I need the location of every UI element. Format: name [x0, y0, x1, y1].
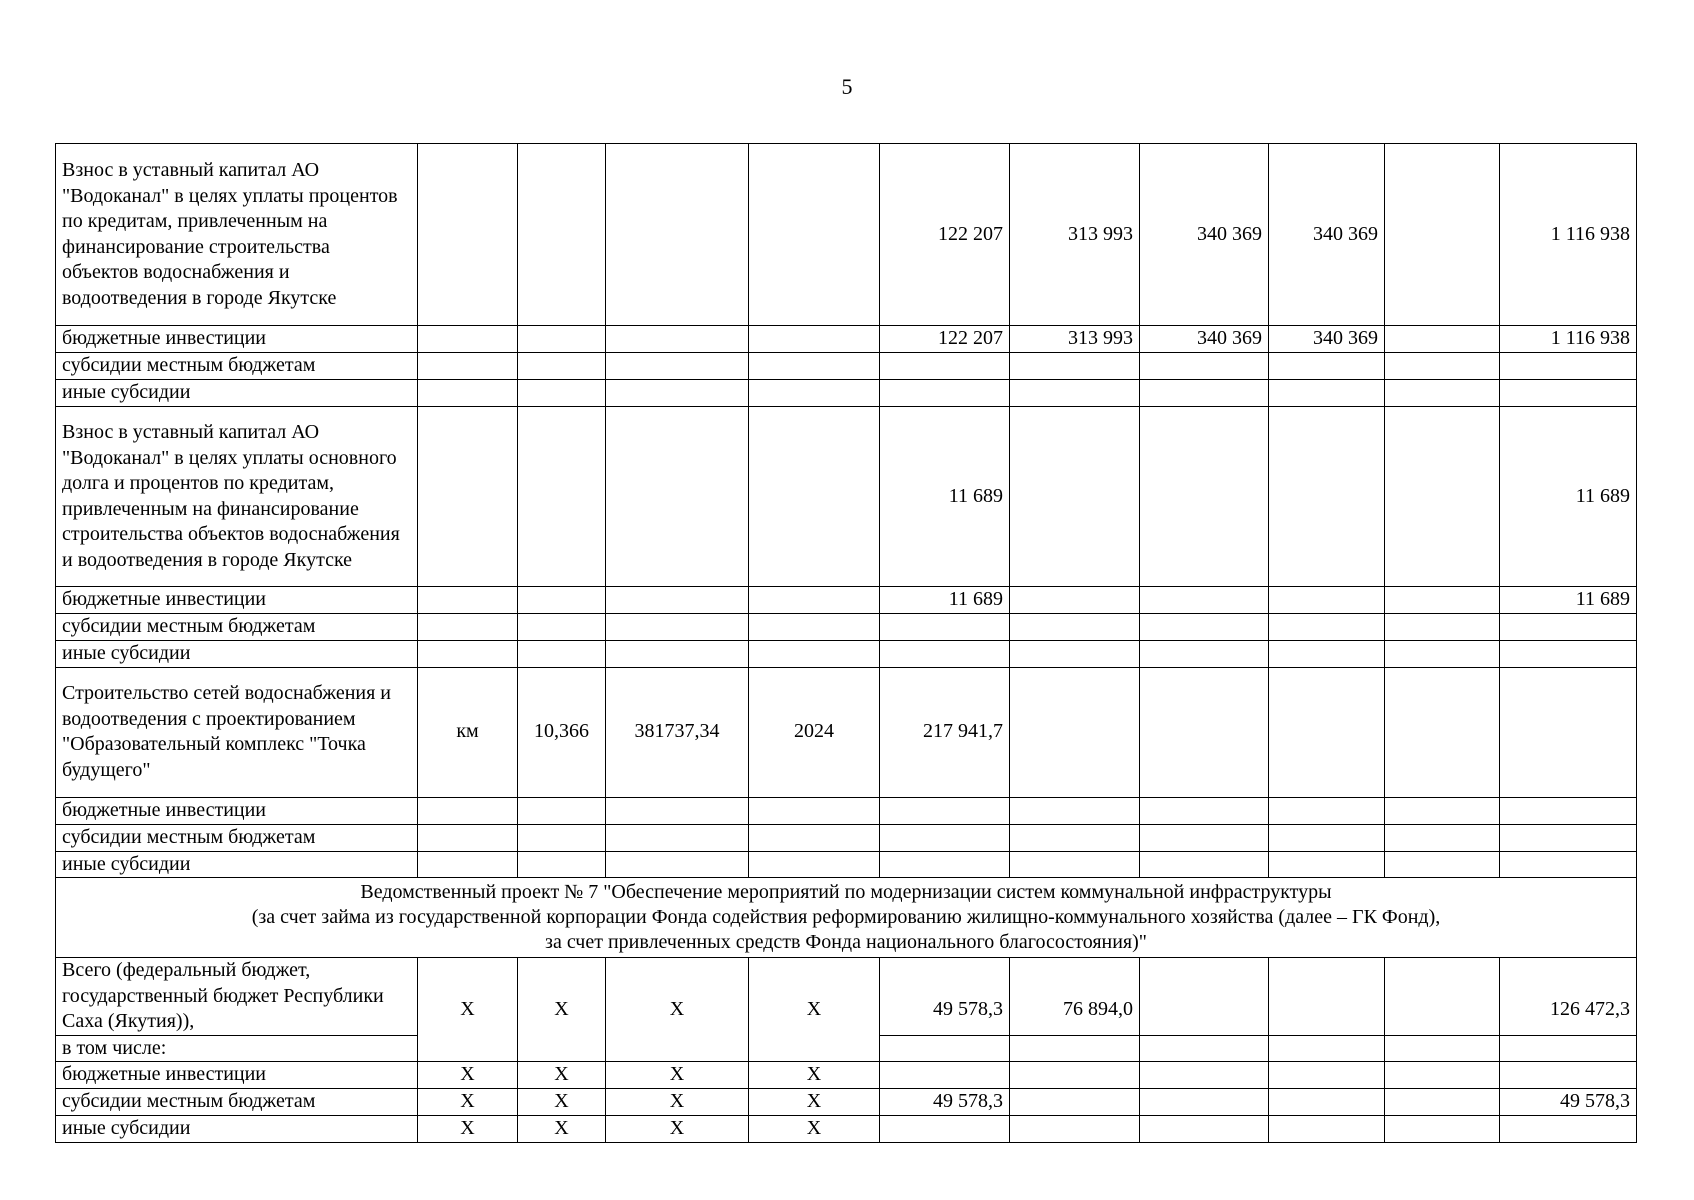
table-row: [56, 380, 1637, 407]
cell-total: 49 578,3: [1500, 1089, 1637, 1116]
cell-x: Х: [606, 958, 749, 1062]
cell-x: Х: [606, 1116, 749, 1143]
table-row: [56, 1089, 1637, 1116]
table-row: [56, 353, 1637, 380]
row-label: субсидии местным бюджетам: [56, 353, 418, 380]
cell-2024: 122 207: [880, 144, 1010, 326]
cell-x: Х: [418, 1089, 518, 1116]
cell-total: 11 689: [1500, 407, 1637, 587]
section-line-3: за счет привлеченных средств Фонда национального благосостояния)": [545, 931, 1147, 953]
cell-total: 126 472,3: [1500, 958, 1637, 1036]
cell-x: Х: [749, 1089, 880, 1116]
cell-x: Х: [606, 1062, 749, 1089]
cell-x: Х: [418, 958, 518, 1062]
row-title: Строительство сетей водоснабжения и водоотведения с проектированием "Образовательный комплекс "Точка будущего": [56, 667, 418, 797]
table-row: [56, 824, 1637, 851]
row-label: иные субсидии: [56, 851, 418, 878]
table-row: [56, 1116, 1637, 1143]
table-row: [56, 326, 1637, 353]
row-label: иные субсидии: [56, 380, 418, 407]
section-line-2: (за счет займа из государственной корпорации Фонда содействия реформированию жилищно-коммунального хозяйства (далее – ГК Фонд),: [251, 906, 1441, 928]
table-row: [56, 1062, 1637, 1089]
row-label: бюджетные инвестиции: [56, 1062, 418, 1089]
cell-2024: 11 689: [880, 587, 1010, 614]
cell-x: Х: [418, 1062, 518, 1089]
cell-x: Х: [418, 1116, 518, 1143]
table-row: [56, 851, 1637, 878]
table-row: [56, 144, 1637, 326]
budget-table: [55, 143, 1637, 1143]
section-header-row: [56, 878, 1637, 958]
table-row: [56, 958, 1637, 1036]
section-line-1: Ведомственный проект № 7 "Обеспечение мероприятий по модернизации систем коммунальной инфраструктуры: [360, 881, 1332, 903]
cell-2024: 122 207: [880, 326, 1010, 353]
row-label: бюджетные инвестиции: [56, 587, 418, 614]
cell-x: Х: [606, 1089, 749, 1116]
cell-capacity: 10,366: [518, 667, 606, 797]
cell-year: 2024: [749, 667, 880, 797]
table-row: [56, 667, 1637, 797]
table-row: [56, 587, 1637, 614]
cell-x: Х: [749, 1062, 880, 1089]
table-row: [56, 640, 1637, 667]
cell-total: 11 689: [1500, 587, 1637, 614]
cell-unit: км: [418, 667, 518, 797]
row-label: иные субсидии: [56, 1116, 418, 1143]
table-row: [56, 613, 1637, 640]
table-row: [56, 407, 1637, 587]
cell-x: Х: [518, 1062, 606, 1089]
cell-x: Х: [749, 1116, 880, 1143]
cell-2026: 340 369: [1140, 326, 1269, 353]
row-label: иные субсидии: [56, 640, 418, 667]
row-label: бюджетные инвестиции: [56, 326, 418, 353]
row-label: в том числе:: [56, 1035, 418, 1062]
cell-2025: 76 894,0: [1010, 958, 1140, 1036]
row-label: субсидии местным бюджетам: [56, 1089, 418, 1116]
cell-2024: 49 578,3: [880, 1089, 1010, 1116]
cell-2026: 340 369: [1140, 144, 1269, 326]
cell-x: Х: [518, 958, 606, 1062]
row-title: Всего (федеральный бюджет, государственный бюджет Республики Саха (Якутия)),: [56, 958, 418, 1036]
cell-2025: 313 993: [1010, 144, 1140, 326]
cell-x: Х: [518, 1116, 606, 1143]
cell-2027: 340 369: [1269, 144, 1385, 326]
cell-total: 1 116 938: [1500, 144, 1637, 326]
row-title: Взнос в уставный капитал АО "Водоканал" в целях уплаты основного долга и процентов по кредитам, привлеченным на финансирование строительства объектов водоснабжения и водоотведения в городе Якутске: [56, 407, 418, 587]
cell-2027: 340 369: [1269, 326, 1385, 353]
cell-x: Х: [749, 958, 880, 1062]
row-label: субсидии местным бюджетам: [56, 613, 418, 640]
cell-total: 1 116 938: [1500, 326, 1637, 353]
cell-2024: 11 689: [880, 407, 1010, 587]
table-row: [56, 797, 1637, 824]
cell-x: Х: [518, 1089, 606, 1116]
cell-cost: 381737,34: [606, 667, 749, 797]
row-label: субсидии местным бюджетам: [56, 824, 418, 851]
row-title: Взнос в уставный капитал АО "Водоканал" в целях уплаты процентов по кредитам, привлеченным на финансирование строительства объектов водоснабжения и водоотведения в городе Якутске: [56, 144, 418, 326]
cell-2024: 49 578,3: [880, 958, 1010, 1036]
section-header: [56, 878, 1637, 958]
row-label: бюджетные инвестиции: [56, 797, 418, 824]
cell-2025: 313 993: [1010, 326, 1140, 353]
page-number: 5: [841, 74, 853, 99]
cell-2024: 217 941,7: [880, 667, 1010, 797]
